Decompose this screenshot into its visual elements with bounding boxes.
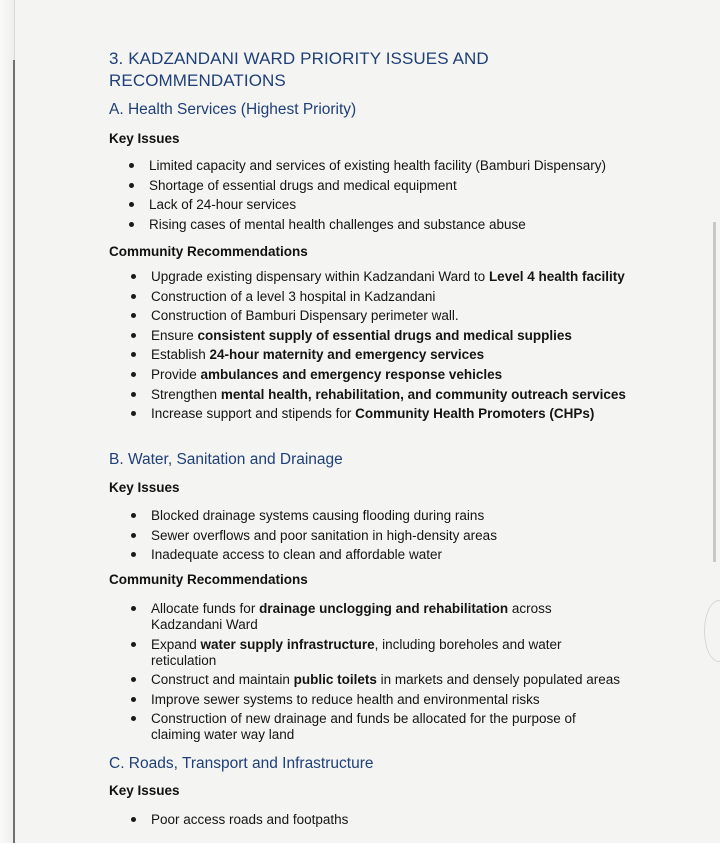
section-heading-water: B. Water, Sanitation and Drainage xyxy=(109,451,343,468)
item-text: Allocate funds for xyxy=(151,601,260,616)
item-bold-text: mental health, rehabilitation, and community outreach services xyxy=(220,386,626,402)
recommendations-label-health: Community Recommendations xyxy=(109,244,308,259)
item-text: Improve sewer systems to reduce health and environmental risks xyxy=(151,691,540,707)
item-bold-text: Community Health Promoters (CHPs) xyxy=(355,406,595,422)
item-bold-text: 24-hour maternity and emergency services xyxy=(209,347,485,363)
item-text: Construction of Bamburi Dispensary perimeter wall. xyxy=(151,308,459,324)
list-item: Sewer overflows and poor sanitation in high-density areas xyxy=(131,528,651,544)
list-item: Lack of 24-hour services xyxy=(129,197,669,213)
section-heading-health: A. Health Services (Highest Priority) xyxy=(109,101,357,118)
list-item xyxy=(131,289,671,305)
recommendations-list-health xyxy=(131,269,671,426)
list-item: Shortage of essential drugs and medical equipment xyxy=(129,178,669,194)
item-text-tail: across Kadzandani Ward xyxy=(151,601,552,632)
key-issues-label-roads: Key Issues xyxy=(109,783,180,798)
list-item xyxy=(131,387,671,403)
item-text: Construct and maintain xyxy=(151,672,294,688)
key-issues-list-health xyxy=(129,158,669,236)
list-item xyxy=(131,269,671,285)
list-item xyxy=(131,711,621,743)
section-heading-roads: C. Roads, Transport and Infrastructure xyxy=(109,755,374,772)
list-item: Poor access roads and footpaths xyxy=(131,812,631,828)
list-item xyxy=(131,406,671,422)
list-item xyxy=(131,367,671,383)
key-issues-label-water: Key Issues xyxy=(109,480,180,495)
list-item xyxy=(131,347,671,363)
list-item xyxy=(131,672,621,688)
item-text: Provide xyxy=(151,366,201,382)
recommendations-list-water xyxy=(131,601,621,747)
list-item xyxy=(131,328,671,344)
list-item xyxy=(131,308,671,324)
list-item xyxy=(131,601,621,633)
item-bold-text: water supply infrastructure xyxy=(200,636,375,652)
page-title: 3. KADZANDANI WARD PRIORITY ISSUES AND RECOMMENDATIONS xyxy=(109,49,489,90)
item-text: Construction of new drainage and funds be allocated for the purpose of claiming water way land xyxy=(151,711,576,743)
key-issues-list-water xyxy=(131,508,651,567)
item-text: Ensure xyxy=(151,327,198,343)
scan-page-curl xyxy=(704,600,720,662)
list-item: Blocked drainage systems causing flooding during rains xyxy=(131,508,651,524)
item-text: Strengthen xyxy=(151,386,221,402)
scan-fold-line xyxy=(13,60,15,843)
scan-right-shadow xyxy=(713,222,716,562)
item-bold-text: public toilets xyxy=(293,672,377,688)
item-bold-text: ambulances and emergency response vehicles xyxy=(200,366,503,382)
item-bold-text: drainage unclogging and rehabilitation xyxy=(259,601,509,616)
item-text: Increase support and stipends for xyxy=(151,406,356,422)
item-text: Upgrade existing dispensary within Kadzandani Ward to xyxy=(151,269,489,284)
item-text-tail: in markets and densely populated areas xyxy=(376,672,620,688)
item-bold-text: consistent supply of essential drugs and medical supplies xyxy=(197,327,572,343)
item-bold-text: Level 4 health facility xyxy=(488,269,625,284)
key-issues-list-roads xyxy=(131,812,631,832)
list-item xyxy=(131,692,621,708)
list-item xyxy=(131,637,621,669)
list-item: Limited capacity and services of existing health facility (Bamburi Dispensary) xyxy=(129,158,669,174)
recommendations-label-water: Community Recommendations xyxy=(109,572,308,587)
list-item: Inadequate access to clean and affordable water xyxy=(131,547,651,563)
item-text: Establish xyxy=(151,347,210,363)
item-text: Expand xyxy=(151,636,201,652)
item-text-tail: , including boreholes and water reticulation xyxy=(151,636,562,668)
list-item: Rising cases of mental health challenges and substance abuse xyxy=(129,217,669,233)
item-text: Construction of a level 3 hospital in Kadzandani xyxy=(151,288,436,304)
key-issues-label-health: Key Issues xyxy=(109,131,180,146)
